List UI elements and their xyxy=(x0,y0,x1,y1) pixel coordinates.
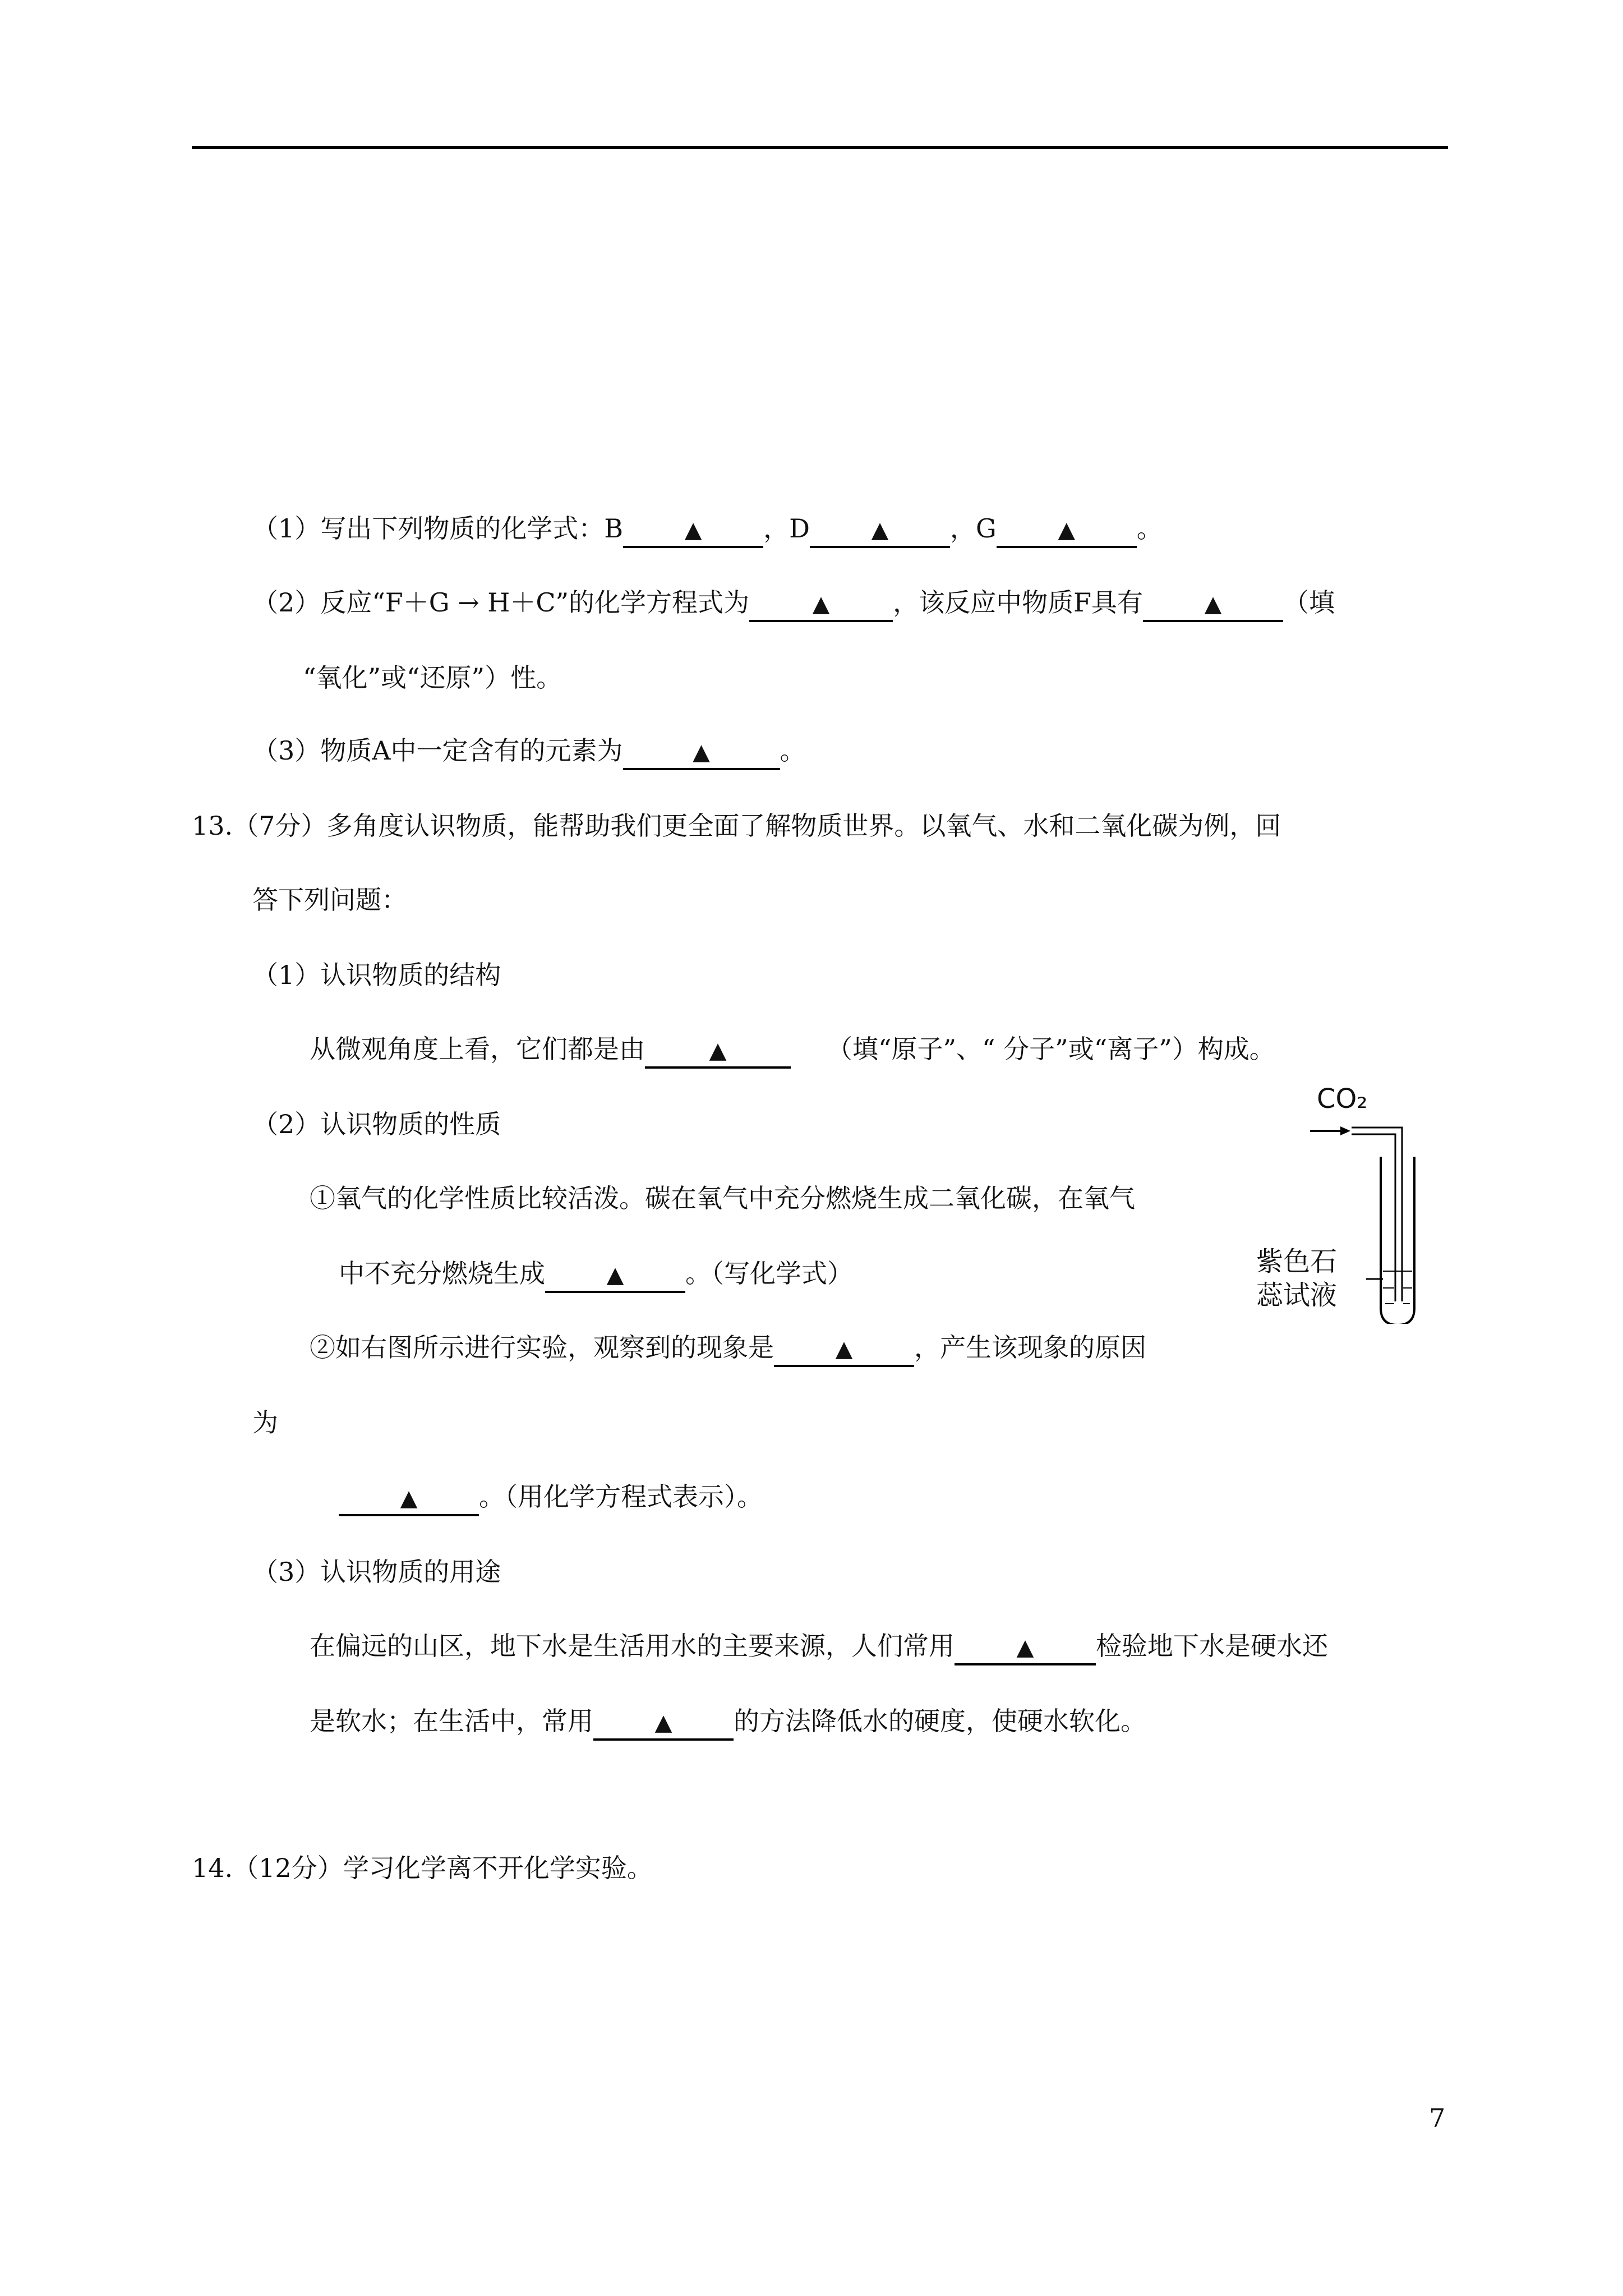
q13-section1-text: （填“原子”、“ 分子”或“离子”）构成。 xyxy=(827,1034,1275,1064)
q13-section2-text: 中不充分燃烧生成 xyxy=(339,1258,545,1289)
q12-part1-text: ，D xyxy=(763,513,810,544)
co2-litmus-figure xyxy=(1256,1083,1424,1324)
test-tube xyxy=(1381,1157,1414,1324)
q13-section1-title: （1）认识物质的结构 xyxy=(252,960,501,990)
answer-blank[interactable] xyxy=(1143,587,1283,622)
q12-part2-continued: “氧化”或“还原”）性。 xyxy=(303,662,562,693)
q13-section2-text: 。（用化学方程式表示）。 xyxy=(479,1481,763,1512)
q13-stem: 13.（7分）多角度认识物质，能帮助我们更全面了解物质世界。以氧气、水和二氧化碳为例，回 xyxy=(192,811,1281,841)
q13-section2-title: （2）认识物质的性质 xyxy=(252,1109,501,1139)
triangle-icon: ▲ xyxy=(1204,591,1222,617)
triangle-icon: ▲ xyxy=(835,1336,853,1362)
q13-section3-text: 在偏远的山区，地下水是生活用水的主要来源，人们常用 xyxy=(310,1631,955,1661)
q13-section1-question xyxy=(310,1031,1275,1069)
triangle-icon: ▲ xyxy=(684,517,702,543)
q12-part3-text: （3）物质A中一定含有的元素为 xyxy=(252,735,623,766)
q13-section2-q1-continued xyxy=(339,1255,853,1293)
q13-section3-text: 的方法降低水的硬度，使硬水软化。 xyxy=(734,1706,1146,1736)
q12-part1-text: ，G xyxy=(949,513,997,544)
q13-section2-text: ②如右图所示进行实验，观察到的现象是 xyxy=(310,1332,774,1363)
answer-blank[interactable] xyxy=(623,735,780,770)
page-number: 7 xyxy=(1429,2103,1446,2133)
answer-blank[interactable] xyxy=(997,513,1137,548)
q13-section3-continued xyxy=(310,1703,1146,1741)
answer-blank[interactable] xyxy=(774,1332,914,1367)
q12-part3-text: 。 xyxy=(780,735,806,766)
q12-part2 xyxy=(252,585,1335,622)
triangle-icon: ▲ xyxy=(654,1710,672,1736)
answer-blank[interactable] xyxy=(339,1481,479,1516)
co2-label: CO₂ xyxy=(1317,1083,1368,1115)
q14-stem: 14.（12分）学习化学离不开化学实验。 xyxy=(192,1853,653,1883)
triangle-icon: ▲ xyxy=(871,517,889,543)
answer-blank[interactable] xyxy=(545,1258,685,1293)
q13-stem-continued: 答下列问题： xyxy=(252,885,407,915)
q13-section3-text: 检验地下水是硬水还 xyxy=(1096,1631,1328,1661)
answer-blank[interactable] xyxy=(623,513,763,548)
q12-part2-text: （2）反应“F＋G → H＋C”的化学方程式为 xyxy=(252,587,750,618)
delivery-tube-inner xyxy=(1352,1134,1395,1301)
answer-blank[interactable] xyxy=(645,1033,791,1069)
q13-section3-question xyxy=(310,1628,1328,1665)
q12-part1-text: （1）写出下列物质的化学式：B xyxy=(252,513,624,544)
q12-part1 xyxy=(252,510,1163,548)
triangle-icon: ▲ xyxy=(812,591,830,617)
q13-section3-text: 是软水；在生活中，常用 xyxy=(310,1706,593,1736)
answer-blank[interactable] xyxy=(810,513,950,548)
q13-section1-text: 从微观角度上看，它们都是由 xyxy=(310,1034,645,1064)
q13-section2-q2 xyxy=(310,1329,1146,1367)
q12-part3 xyxy=(252,733,806,770)
q13-section2-text: ，产生该现象的原因 xyxy=(914,1332,1146,1363)
header-rule xyxy=(192,146,1448,149)
q13-section2-text: 。（写化学式） xyxy=(685,1258,853,1289)
q12-part2-text: ，该反应中物质F具有 xyxy=(893,587,1143,618)
q13-section3-title: （3）认识物质的用途 xyxy=(252,1557,501,1587)
triangle-icon: ▲ xyxy=(606,1262,624,1288)
triangle-icon: ▲ xyxy=(1058,517,1076,543)
litmus-label-line1: 紫色石 xyxy=(1256,1246,1338,1277)
answer-blank[interactable] xyxy=(955,1630,1096,1665)
q13-section2-q2-answer xyxy=(339,1479,763,1516)
answer-blank[interactable] xyxy=(593,1705,734,1741)
q12-part1-text: 。 xyxy=(1136,513,1163,544)
arrow-head-icon xyxy=(1340,1126,1350,1135)
litmus-label-line2: 蕊试液 xyxy=(1256,1280,1338,1311)
triangle-icon: ▲ xyxy=(709,1038,727,1064)
q13-section2-q2-continued: 为 xyxy=(252,1407,278,1438)
triangle-icon: ▲ xyxy=(400,1485,418,1511)
triangle-icon: ▲ xyxy=(1016,1635,1034,1660)
answer-blank[interactable] xyxy=(749,587,893,622)
q12-part2-text: （填 xyxy=(1283,587,1335,618)
triangle-icon: ▲ xyxy=(693,739,710,765)
q13-section2-q1: ①氧气的化学性质比较活泼。碳在氧气中充分燃烧生成二氧化碳，在氧气 xyxy=(310,1183,1135,1213)
